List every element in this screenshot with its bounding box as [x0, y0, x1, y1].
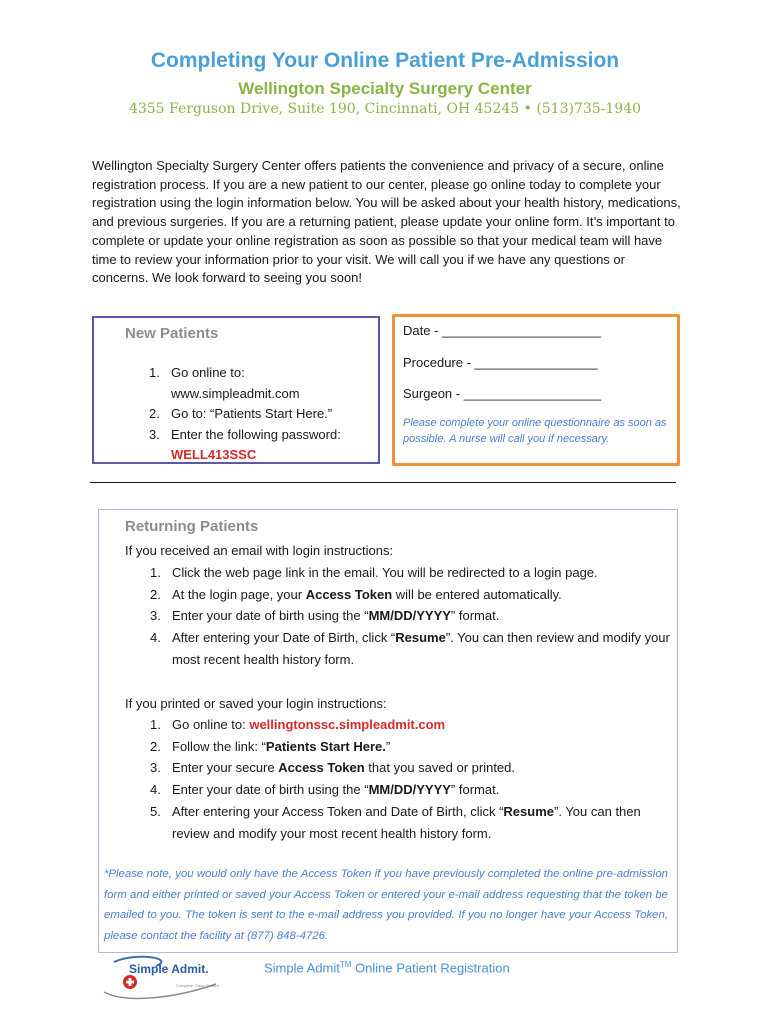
questionnaire-note: Please complete your online questionnaire as soon as possible. A nurse will call you if necessary.	[403, 417, 667, 445]
procedure-field: Procedure - _________________	[403, 355, 598, 370]
list-item: 1. Go online to: www.simpleadmit.com	[149, 365, 300, 401]
email-instructions-lead: If you received an email with login instructions:	[125, 543, 394, 558]
list-item: 2. At the login page, your Access Token will be entered automatically.	[150, 586, 562, 602]
list-item: 5. After entering your Access Token and Date of Birth, click “Resume”. You can then review and modify your most recent health history form.	[150, 803, 641, 841]
surgeon-field: Surgeon - ___________________	[403, 386, 602, 401]
new-patients-steps	[149, 363, 379, 466]
printed-instructions-lead: If you printed or saved your login instructions:	[125, 696, 387, 711]
intro-paragraph: Wellington Specialty Surgery Center offers patients the convenience and privacy of a secure, online registration process. If you are a new patient to our center, please go online today to complete your registration using the login information below. You will be asked about your health history, medications, and previous surgeries. If you are a returning patient, please update your online form. It’s important to complete or update your online registration as soon as possible so that your medical team will have time to review your information prior to your visit. We will call you if we have any questions or concerns. We look forward to seeing you soon!	[92, 158, 681, 286]
wellington-simpleadmit-link[interactable]: wellingtonssc.simpleadmit.com	[249, 717, 446, 732]
list-item: 2. Go to: “Patients Start Here.”	[149, 406, 333, 421]
simple-admit-logo	[96, 954, 238, 1000]
section-divider	[90, 482, 676, 483]
email-steps	[150, 562, 675, 671]
logo-tagline: Complete. Easy. Secure.	[176, 983, 220, 988]
list-item: 3. Enter the following password: WELL413SSC	[149, 426, 341, 462]
facility-address: 4355 Ferguson Drive, Suite 190, Cincinnati, OH 45245 • (513)735-1940	[128, 101, 642, 117]
simpleadmit-link[interactable]: www.simpleadmit.com	[171, 385, 300, 401]
list-item: 2. Follow the link: “Patients Start Here.”	[150, 738, 391, 754]
logo-wordmark: Simple Admit.	[129, 962, 209, 976]
list-item: 3. Enter your date of birth using the “MM/DD/YYYY” format.	[150, 608, 500, 624]
list-item: 4. Enter your date of birth using the “MM/DD/YYYY” format.	[150, 782, 500, 798]
facility-name: Wellington Specialty Surgery Center	[238, 79, 532, 98]
list-item: 3. Enter your secure Access Token that you saved or printed.	[150, 760, 515, 776]
date-field: Date - ______________________	[403, 323, 602, 338]
printed-steps	[150, 714, 675, 844]
footer-text: Simple Admit™ Online Patient Registration	[264, 960, 510, 976]
list-item: 1. Go online to: wellingtonssc.simpleadmit.com	[150, 717, 446, 732]
password-value: WELL413SSC	[171, 447, 257, 462]
new-patients-heading: New Patients	[125, 325, 219, 342]
page-title: Completing Your Online Patient Pre-Admission	[150, 49, 620, 72]
list-item: 1. Click the web page link in the email. You will be redirected to a login page.	[150, 565, 598, 580]
access-token-footnote: *Please note, you would only have the Access Token if you have previously completed the online pre-admission form and either printed or saved your Access Token or entered your e-mail address requesting that the token be emailed to you. The token is sent to the e-mail address you provided. If you no longer have your Access Token, please contact the facility at (877) 848-4726.	[104, 868, 668, 942]
list-item: 4. After entering your Date of Birth, click “Resume”. You can then review and modify your most recent health history form.	[150, 630, 670, 667]
returning-patients-heading: Returning Patients	[125, 518, 259, 535]
